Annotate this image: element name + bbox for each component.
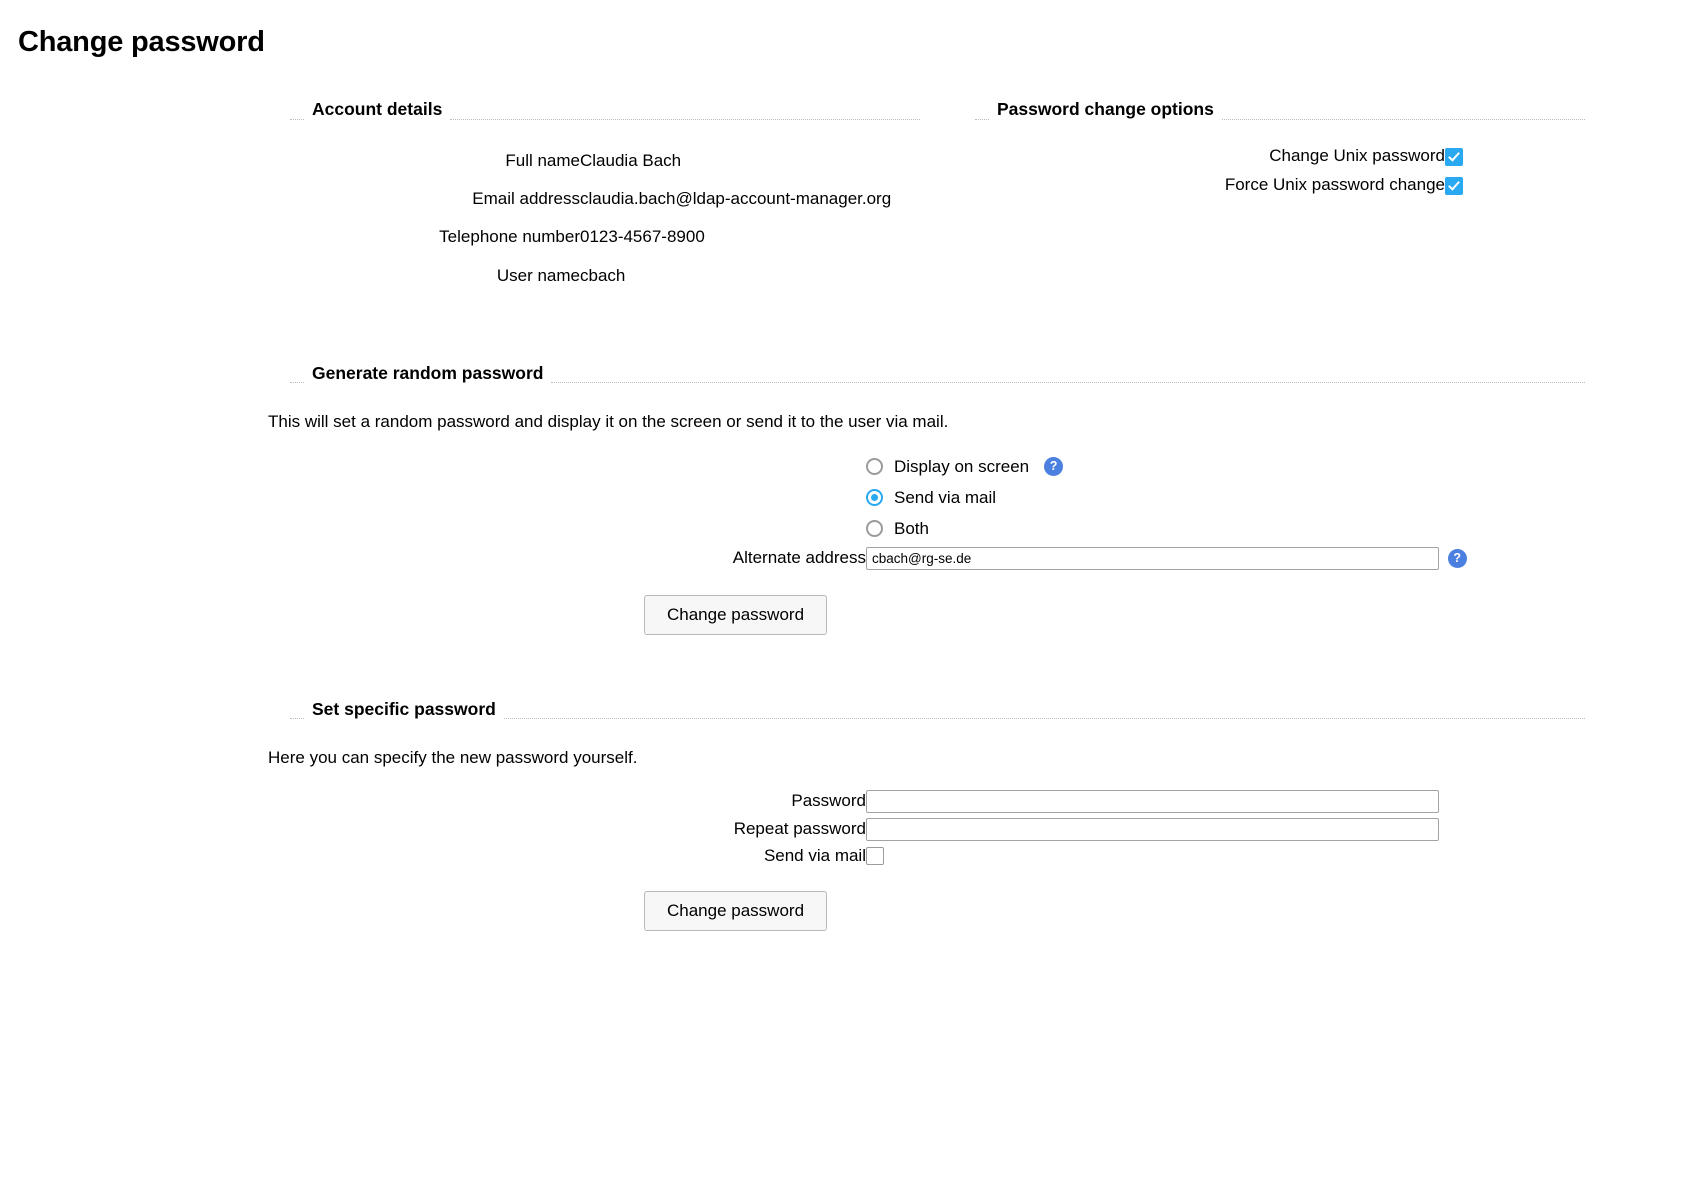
account-details-table [290, 146, 920, 299]
set-specific-submit-wrap [644, 891, 1585, 931]
set-specific-description: Here you can specify the new password yourself. [268, 747, 638, 767]
spacer [0, 299, 1683, 363]
table-row [290, 222, 920, 260]
password-input[interactable] [866, 790, 1439, 813]
table-row [290, 184, 920, 222]
rule-lead [975, 118, 989, 120]
table-row [290, 547, 1585, 575]
table-row [290, 454, 1585, 485]
table-row [290, 846, 1585, 871]
generate-random-form [290, 454, 1585, 635]
row-value: claudia.bach@ldap-account-manager.org [580, 189, 892, 209]
section-title: Generate random password [312, 362, 544, 383]
row-value: Claudia Bach [580, 151, 682, 170]
row-label: Email address [472, 189, 580, 209]
table-row [975, 175, 1585, 204]
password-label: Password [791, 791, 866, 811]
row-label: Telephone number [439, 227, 580, 247]
top-section [0, 99, 1683, 299]
rule-tail [551, 381, 1585, 383]
table-row [290, 818, 1585, 846]
radio-row-display-on-screen[interactable] [866, 454, 1585, 480]
table-row [290, 261, 920, 299]
section-title: Password change options [997, 99, 1214, 119]
rule-tail [450, 118, 920, 120]
generate-random-description: This will set a random password and display it on the screen or send it to the user via mail. [268, 411, 949, 431]
alternate-address-label: Alternate address [732, 548, 866, 568]
table-row [290, 146, 920, 184]
alternate-address-input[interactable] [866, 547, 1439, 570]
set-specific-heading [290, 699, 1585, 720]
help-icon[interactable]: ? [1044, 457, 1063, 476]
send-via-mail-label: Send via mail [763, 845, 866, 865]
row-value: cbach [580, 265, 626, 285]
option-label: Change Unix password [1269, 146, 1445, 165]
checkbox-force-unix-password-change[interactable] [1445, 177, 1463, 195]
row-value: 0123-4567-8900 [580, 227, 705, 247]
page-title: Change password [18, 26, 265, 58]
main-content [0, 99, 1683, 931]
account-details-heading [290, 99, 920, 120]
radio-row-send-via-mail[interactable] [866, 485, 1585, 511]
rule-tail [504, 717, 1585, 719]
password-options-table [975, 146, 1585, 204]
set-specific-table [290, 790, 1585, 871]
radio-display-on-screen[interactable] [866, 458, 883, 475]
generate-random-submit-wrap [644, 595, 1585, 635]
password-options-heading [975, 99, 1585, 120]
radio-send-via-mail[interactable] [866, 489, 883, 506]
password-change-options-panel [975, 99, 1585, 299]
rule-tail [1222, 118, 1585, 120]
change-password-button-random[interactable]: Change password [644, 595, 827, 635]
set-specific-form [290, 790, 1585, 931]
account-details-panel [290, 99, 920, 299]
spacer [0, 635, 1683, 699]
row-label: User name [496, 265, 580, 285]
table-row [975, 146, 1585, 175]
rule-lead [290, 381, 304, 383]
change-password-button-specific[interactable]: Change password [644, 891, 827, 931]
table-row [290, 790, 1585, 818]
checkbox-change-unix-password[interactable] [1445, 148, 1463, 166]
radio-both[interactable] [866, 520, 883, 537]
radio-label: Both [894, 518, 929, 538]
generate-random-table [290, 454, 1585, 575]
radio-label: Display on screen [894, 456, 1030, 476]
option-label: Force Unix password change [1224, 175, 1445, 194]
row-label: Full name [505, 151, 580, 170]
table-row [290, 516, 1585, 547]
rule-lead [290, 717, 304, 719]
radio-row-both[interactable] [866, 516, 1585, 542]
repeat-password-label: Repeat password [733, 819, 866, 839]
section-title: Account details [312, 99, 443, 119]
generate-random-password-section [268, 362, 1585, 635]
rule-lead [290, 118, 304, 120]
table-row [290, 485, 1585, 516]
help-icon[interactable]: ? [1448, 549, 1467, 568]
checkbox-send-via-mail[interactable] [866, 847, 884, 865]
generate-random-heading [290, 363, 1585, 384]
section-title: Set specific password [312, 698, 496, 719]
radio-label: Send via mail [894, 487, 997, 507]
repeat-password-input[interactable] [866, 818, 1439, 841]
set-specific-password-section [268, 698, 1585, 931]
